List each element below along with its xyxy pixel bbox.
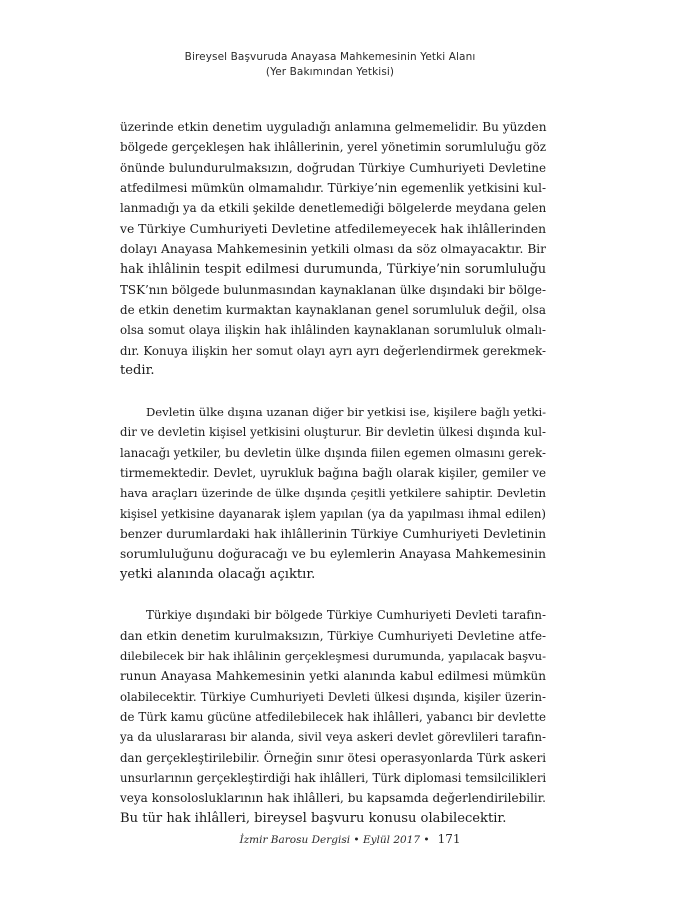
running-header — [120, 50, 540, 80]
text-line: tirmemektedir. Devlet, uyrukluk bağına bağlı olarak kişiler, gemiler ve — [120, 465, 546, 480]
text-line: önünde bulundurulmaksızın, doğrudan Türkiye Cumhuriyeti Devletine — [120, 160, 546, 175]
text-line: hava araçları üzerinde de ülke dışında çeşitli yetkilere sahiptir. Devletin — [120, 486, 546, 501]
text-line: dan etkin denetim kurulmaksızın, Türkiye Cumhuriyeti Devletine atfe- — [120, 628, 546, 643]
page-number: 171 — [437, 832, 461, 846]
text-line: dır. Konuya ilişkin her somut olayı ayrı ayrı değerlendirmek gerekmek- — [120, 343, 546, 358]
text-line: lanmadığı ya da etkili şekilde denetlemediği bölgelerde meydana gelen — [120, 201, 547, 216]
text-line: Türkiye dışındaki bir bölgede Türkiye Cumhuriyeti Devleti tarafın- — [146, 608, 546, 623]
text-line: olabilecektir. Türkiye Cumhuriyeti Devleti ülkesi dışında, kişiler üzerin- — [120, 689, 546, 704]
text-line: dan gerçekleştirilebilir. Örneğin sınır ötesi operasyonlarda Türk askeri — [120, 750, 546, 765]
paragraph-2 — [120, 402, 546, 585]
text-line: dir ve devletin kişisel yetkisini oluşturur. Bir devletin ülkesi dışında kul- — [120, 425, 546, 440]
text-line: de etkin denetim kurmaktan kaynaklanan genel sorumluluk değil, olsa — [120, 303, 546, 318]
text-line: TSK’nın bölgede bulunmasından kaynaklanan ülke dışındaki bir bölge- — [120, 282, 546, 297]
header-subtitle: (Yer Bakımından Yetkisi) — [265, 66, 395, 78]
text-line: lanacağı yetkiler, bu devletin ülke dışında fiilen egemen olmasını gerek- — [120, 445, 547, 460]
text-line: atfedilmesi mümkün olmamalıdır. Türkiye’nin egemenlik yetkisini kul- — [120, 181, 546, 196]
text-line: Devletin ülke dışına uzanan diğer bir yetkisi ise, kişilere bağlı yetki- — [146, 404, 547, 419]
paragraph-1 — [120, 117, 546, 381]
text-line: runun Anayasa Mahkemesinin yetki alanında kabul edilmesi mümkün — [120, 669, 546, 684]
text-line: unsurlarının gerçekleştirdiği hak ihlâlleri, Türk diplomasi temsilcilikleri — [120, 771, 547, 785]
text-line: dolayı Anayasa Mahkemesinin yetkili olması da söz olmayacaktır. Bir — [120, 242, 546, 257]
text-line: ya da uluslararası bir alanda, sivil veya askeri devlet görevlileri tarafın- — [120, 730, 546, 745]
page-footer — [200, 832, 500, 846]
text-line: üzerinde etkin denetim uyguladığı anlamına gelmemelidir. Bu yüzden — [120, 120, 547, 134]
text-line: olsa somut olaya ilişkin hak ihlâlinden kaynaklanan sorumluluk olmalı- — [120, 323, 546, 338]
text-line: benzer durumlardaki hak ihlâllerinin Türkiye Cumhuriyeti Devletinin — [120, 526, 546, 541]
text-line: Bu tür hak ihlâlleri, bireysel başvuru konusu olabilecektir. — [120, 810, 507, 826]
text-line: tedir. — [120, 363, 155, 379]
text-line: bölgede gerçekleşen hak ihlâllerinin, yerel yönetimin sorumluluğu göz — [120, 140, 546, 155]
header-title: Bireysel Başvuruda Anayasa Mahkemesinin Yetki Alanı — [184, 51, 476, 63]
text-line: veya konsolosluklarının hak ihlâlleri, bu kapsamda değerlendirilebilir. — [120, 791, 546, 806]
text-line: sorumluluğunu doğuracağı ve bu eylemlerin Anayasa Mahkemesinin — [120, 547, 546, 562]
paragraph-3 — [120, 605, 546, 829]
body-text — [120, 117, 546, 829]
text-line: dilebilecek bir hak ihlâlinin gerçekleşmesi durumunda, yapılacak başvu- — [120, 648, 546, 663]
text-line: de Türk kamu gücüne atfedilebilecek hak ihlâlleri, yabancı bir devlette — [120, 709, 546, 724]
footer-journal-name: İzmir Barosu Dergisi • Eylül 2017 • — [239, 834, 430, 846]
text-line: ve Türkiye Cumhuriyeti Devletine atfedilemeyecek hak ihlâllerinden — [120, 221, 547, 236]
text-line: yetki alanında olacağı açıktır. — [120, 566, 316, 582]
text-line: hak ihlâlinin tespit edilmesi durumunda, Türkiye’nin sorumluluğu — [120, 261, 546, 277]
text-line: kişisel yetkisine dayanarak işlem yapılan (ya da yapılması ihmal edilen) — [120, 506, 546, 521]
